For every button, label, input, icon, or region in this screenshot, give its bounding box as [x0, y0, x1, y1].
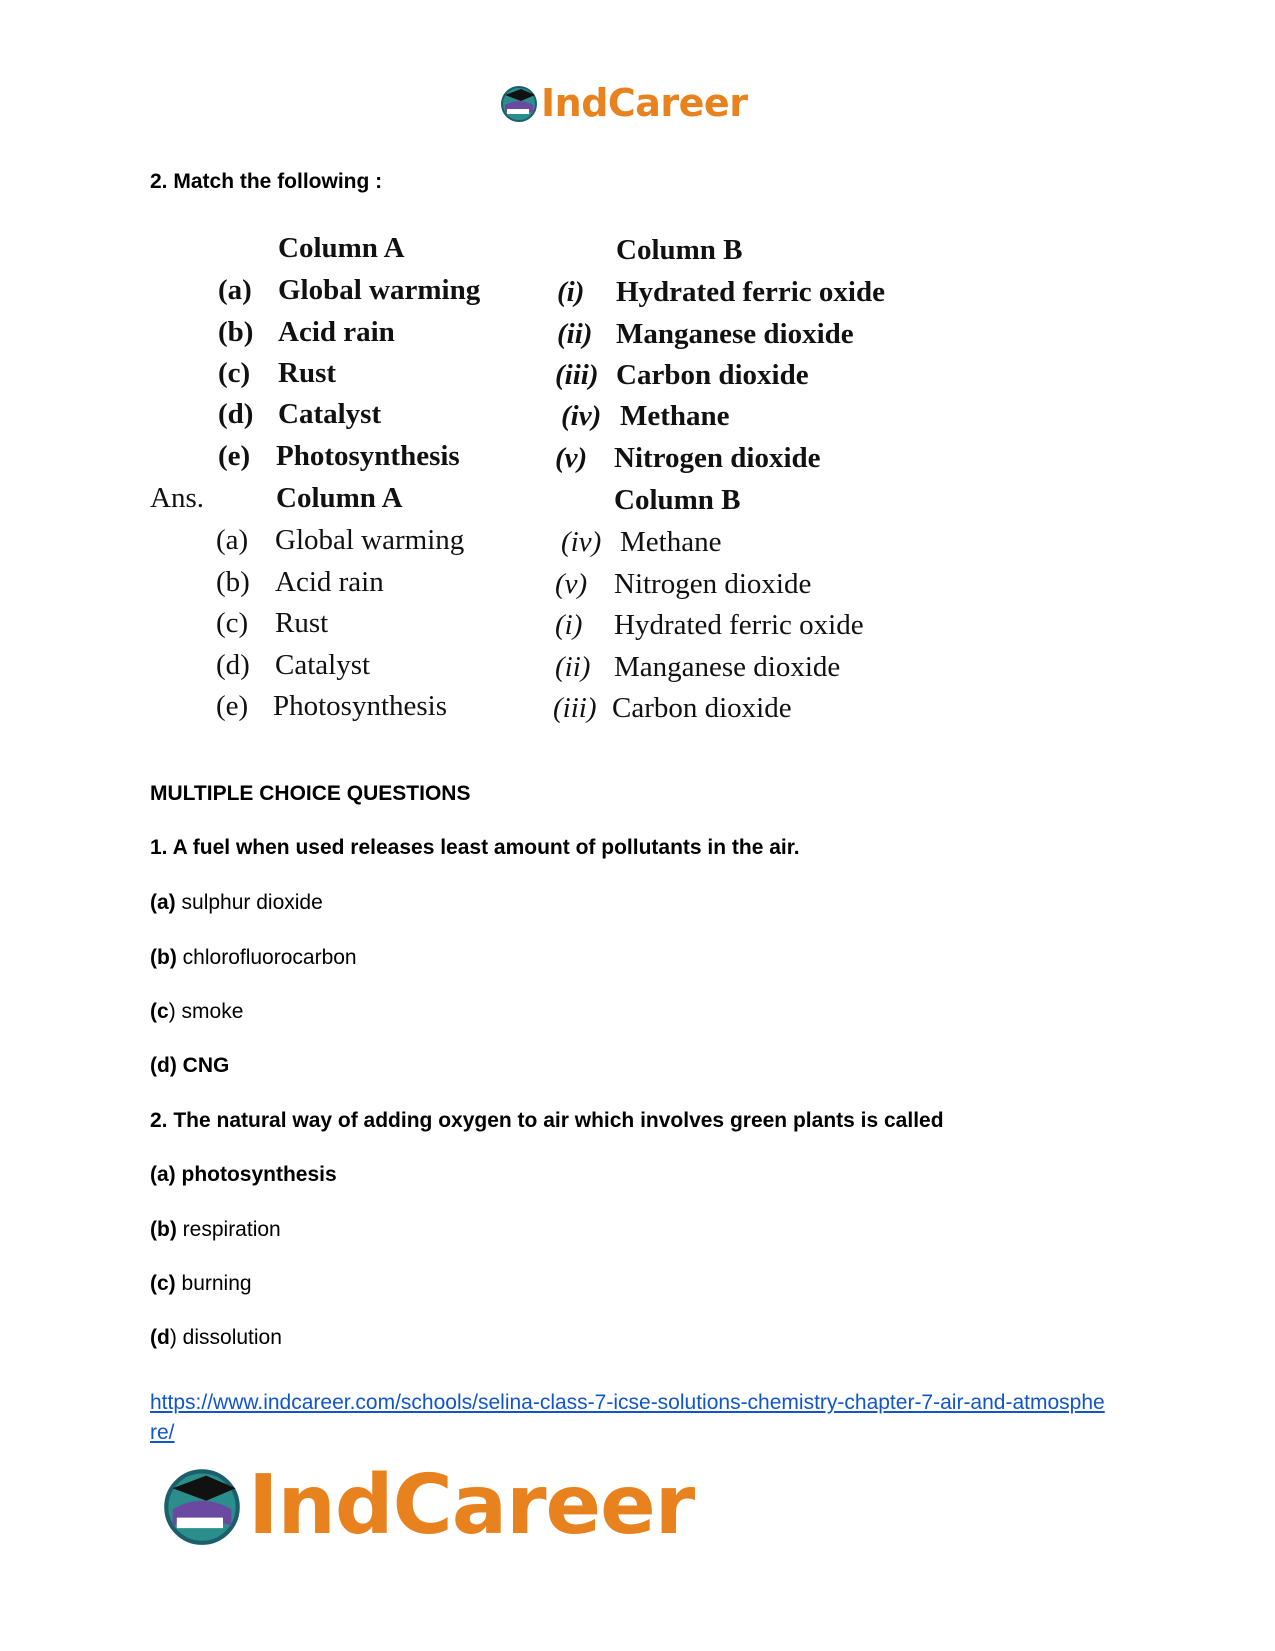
- ans-row-c-text: Rust: [275, 607, 329, 639]
- option-label: (c): [150, 1272, 176, 1295]
- globe-graduation-cap-icon: [499, 83, 539, 123]
- ans-row-b-b-label: (v): [555, 568, 588, 600]
- mcq-q2-option-a: [150, 1163, 337, 1187]
- mcq-q1-option-c: [150, 1000, 243, 1024]
- q-row-d-label: (d): [218, 398, 254, 430]
- q-row-c-label: (c): [218, 357, 251, 389]
- q-row-d-text: Catalyst: [278, 398, 382, 430]
- ans-row-e-b-label: (iii): [553, 692, 597, 724]
- indcareer-logo-bottom: [160, 1457, 695, 1553]
- option-text: chlorofluorocarbon: [182, 946, 357, 969]
- globe-graduation-cap-icon: [160, 1463, 244, 1547]
- ans-label: Ans.: [150, 482, 204, 514]
- option-text: dissolution: [182, 1326, 282, 1349]
- col-a-header: Column A: [278, 232, 405, 264]
- q-row-b-b-label: (ii): [557, 318, 593, 350]
- col-b-header: Column B: [616, 234, 743, 266]
- ans-row-c-b-label: (i): [555, 609, 583, 641]
- q-row-e-label: (e): [218, 440, 251, 472]
- option-label: (c: [150, 1000, 169, 1023]
- ans-row-a-label: (a): [216, 524, 249, 556]
- q-row-d-b-label: (iv): [561, 400, 602, 432]
- ans-row-d-text: Catalyst: [275, 649, 371, 681]
- q-row-e-b-label: (v): [555, 442, 588, 474]
- mcq-section-title: MULTIPLE CHOICE QUESTIONS: [150, 782, 471, 805]
- option-label-suffix: ): [169, 1326, 177, 1349]
- q-row-c-b-label: (iii): [555, 359, 599, 391]
- option-text: respiration: [182, 1218, 281, 1241]
- mcq-q1-option-d: [150, 1054, 229, 1078]
- option-label-suffix: ): [168, 1000, 176, 1023]
- mcq-q2-option-c: [150, 1272, 252, 1296]
- ans-row-d-label: (d): [216, 649, 250, 681]
- q-row-a-text: Global warming: [278, 274, 481, 306]
- ans-col-b-header: Column B: [614, 484, 741, 516]
- option-label: (b): [150, 946, 177, 969]
- mcq-q2-option-b: [150, 1218, 281, 1242]
- option-label: (a): [150, 891, 176, 914]
- ans-row-e-b-text: Carbon dioxide: [612, 692, 792, 724]
- q-row-b-b-text: Manganese dioxide: [616, 318, 854, 350]
- match-heading: 2. Match the following :: [150, 170, 383, 193]
- q-row-a-label: (a): [218, 274, 252, 306]
- ans-row-a-b-label: (iv): [561, 526, 602, 558]
- logo-wordmark: IndCareer: [541, 81, 748, 125]
- q-row-c-b-text: Carbon dioxide: [616, 359, 809, 391]
- ans-row-b-b-text: Nitrogen dioxide: [614, 568, 812, 600]
- mcq-q2-option-d: [150, 1326, 282, 1350]
- ans-row-e-label: (e): [216, 690, 249, 722]
- option-label-correct: (d) CNG: [150, 1054, 230, 1077]
- q-row-b-text: Acid rain: [278, 316, 395, 348]
- mcq-q1-option-a: [150, 891, 323, 915]
- option-label: (b): [150, 1218, 177, 1241]
- ans-row-c-b-text: Hydrated ferric oxide: [614, 609, 864, 641]
- ans-row-c-label: (c): [216, 607, 249, 639]
- mcq-q1-option-b: [150, 946, 357, 970]
- ans-row-b-label: (b): [216, 566, 250, 598]
- q-row-b-label: (b): [218, 316, 254, 348]
- logo-wordmark: IndCareer: [248, 1457, 695, 1553]
- ans-row-a-b-text: Methane: [620, 526, 722, 558]
- option-text: sulphur dioxide: [181, 891, 323, 914]
- option-text: smoke: [181, 1000, 244, 1023]
- ans-row-e-text: Photosynthesis: [273, 690, 448, 722]
- q-row-e-b-text: Nitrogen dioxide: [614, 442, 821, 474]
- source-link[interactable]: https://www.indcareer.com/schools/selina-class-7-icse-solutions-chemistry-chapter-7-air-and-atmosphere/: [150, 1391, 1105, 1444]
- q-row-c-text: Rust: [278, 357, 337, 389]
- mcq-question-1: 1. A fuel when used releases least amount of pollutants in the air.: [150, 836, 800, 859]
- mcq-question-2: 2. The natural way of adding oxygen to air which involves green plants is called: [150, 1109, 944, 1132]
- ans-row-b-text: Acid rain: [275, 566, 384, 598]
- q-row-a-b-label: (i): [557, 276, 585, 308]
- ans-row-a-text: Global warming: [275, 524, 465, 556]
- q-row-e-text: Photosynthesis: [276, 440, 460, 472]
- option-text: burning: [181, 1272, 252, 1295]
- indcareer-logo-top: [499, 80, 747, 126]
- ans-row-d-b-label: (ii): [555, 651, 591, 683]
- option-label-correct: (a) photosynthesis: [150, 1163, 337, 1186]
- q-row-a-b-text: Hydrated ferric oxide: [616, 276, 885, 308]
- option-label: (d: [150, 1326, 170, 1349]
- q-row-d-b-text: Methane: [620, 400, 730, 432]
- ans-row-d-b-text: Manganese dioxide: [614, 651, 841, 683]
- ans-col-a-header: Column A: [276, 482, 403, 514]
